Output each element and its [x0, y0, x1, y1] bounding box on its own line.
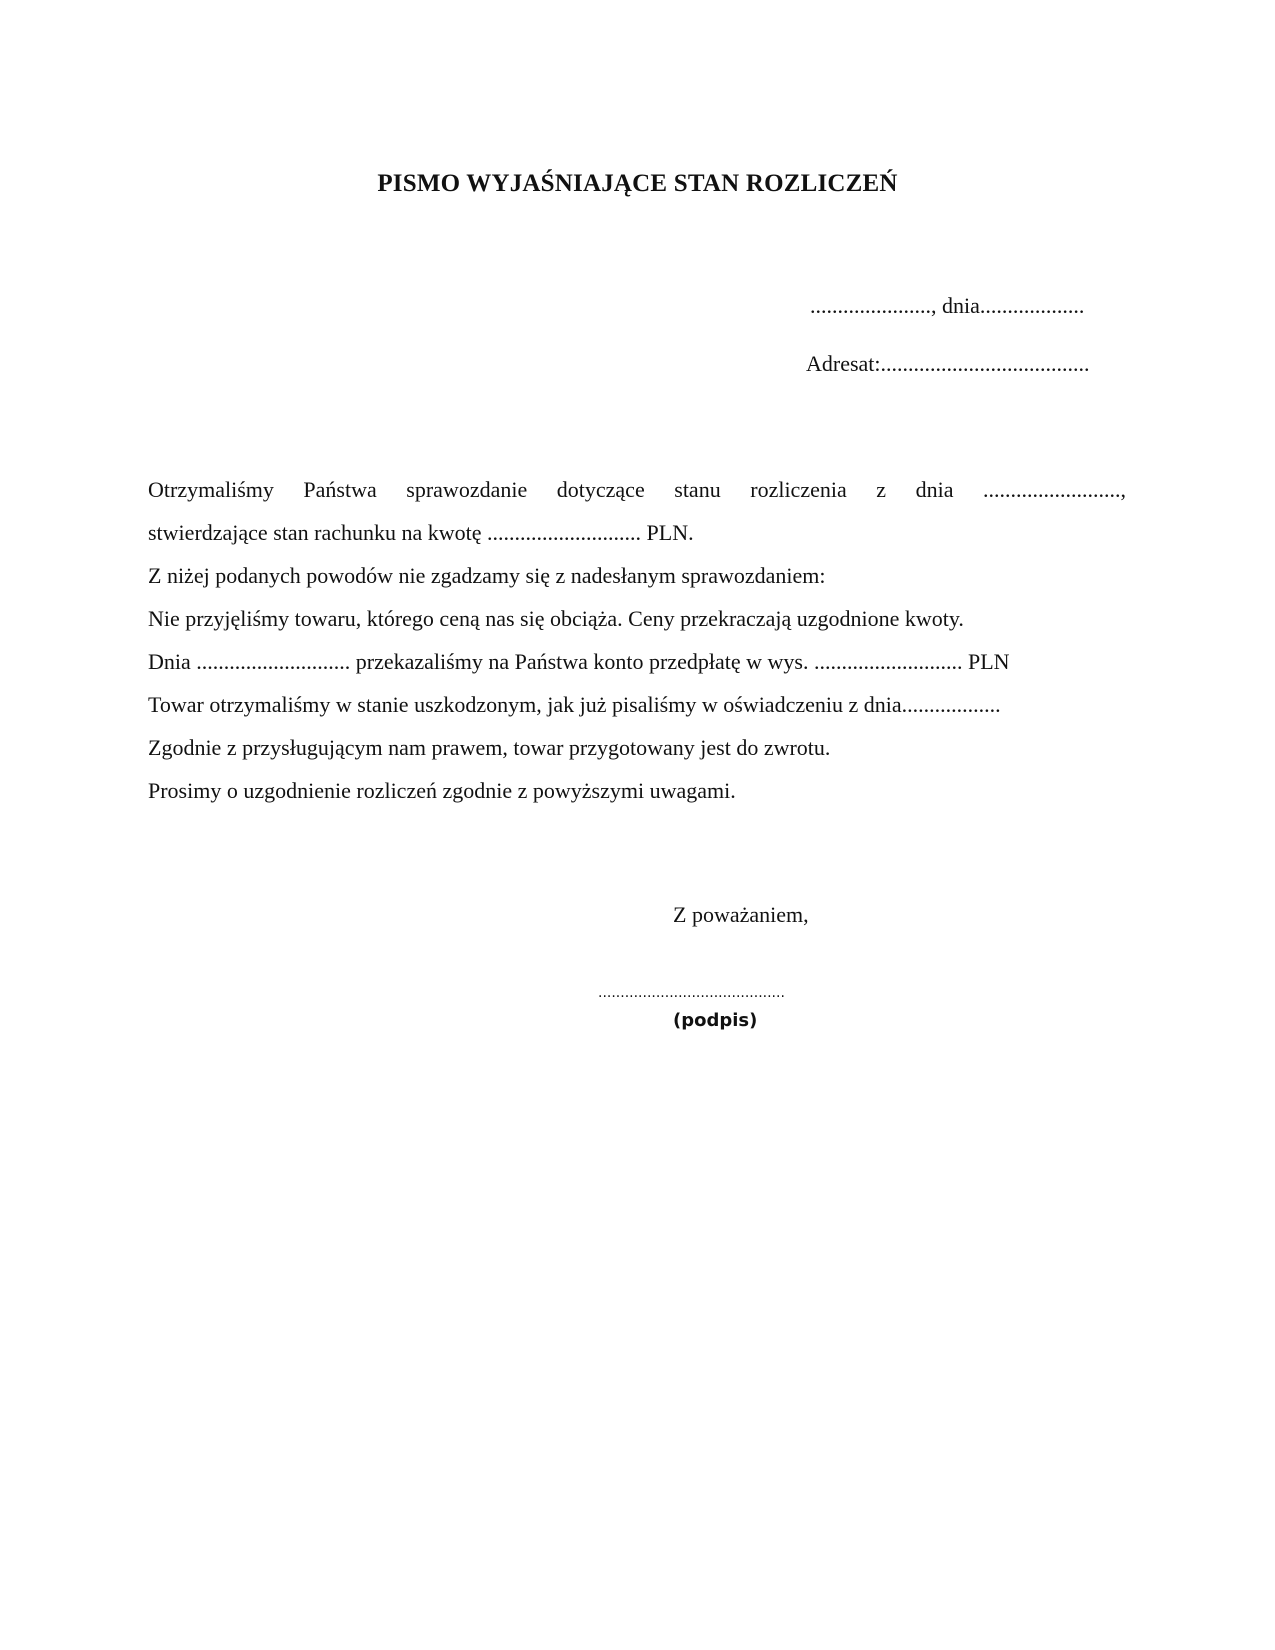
addressee-line: Adresat:......................................	[806, 351, 1090, 376]
document-title: PISMO WYJAŚNIAJĄCE STAN ROZLICZEŃ	[377, 170, 898, 197]
body-line-5: Dnia ............................ przekazaliśmy na Państwa konto przedpłatę w wys. ........................... PLN	[148, 649, 1010, 674]
closing-salutation: Z poważaniem,	[673, 902, 809, 927]
body-line-6: Towar otrzymaliśmy w stanie uszkodzonym, jak już pisaliśmy w oświadczeniu z dnia..................	[148, 692, 1001, 717]
body-line-1: Otrzymaliśmy Państwa sprawozdanie dotyczące stanu rozliczenia z dnia .........................,	[148, 477, 1126, 502]
body-line-4: Nie przyjęliśmy towaru, którego ceną nas się obciąża. Ceny przekraczają uzgodnione kwoty.	[148, 606, 964, 631]
body-line-3: Z niżej podanych powodów nie zgadzamy się z nadesłanym sprawozdaniem:	[148, 563, 826, 588]
place-date-line: ......................, dnia...................	[810, 293, 1085, 318]
body-line-7: Zgodnie z przysługującym nam prawem, towar przygotowany jest do zwrotu.	[148, 735, 831, 760]
body-line-2: stwierdzające stan rachunku na kwotę ............................ PLN.	[148, 520, 694, 545]
body-line-8: Prosimy o uzgodnienie rozliczeń zgodnie z powyższymi uwagami.	[148, 778, 736, 803]
letter-body	[148, 468, 1126, 812]
signature-label: (podpis)	[673, 1010, 758, 1031]
signature-line: ..........................................	[598, 985, 785, 1001]
